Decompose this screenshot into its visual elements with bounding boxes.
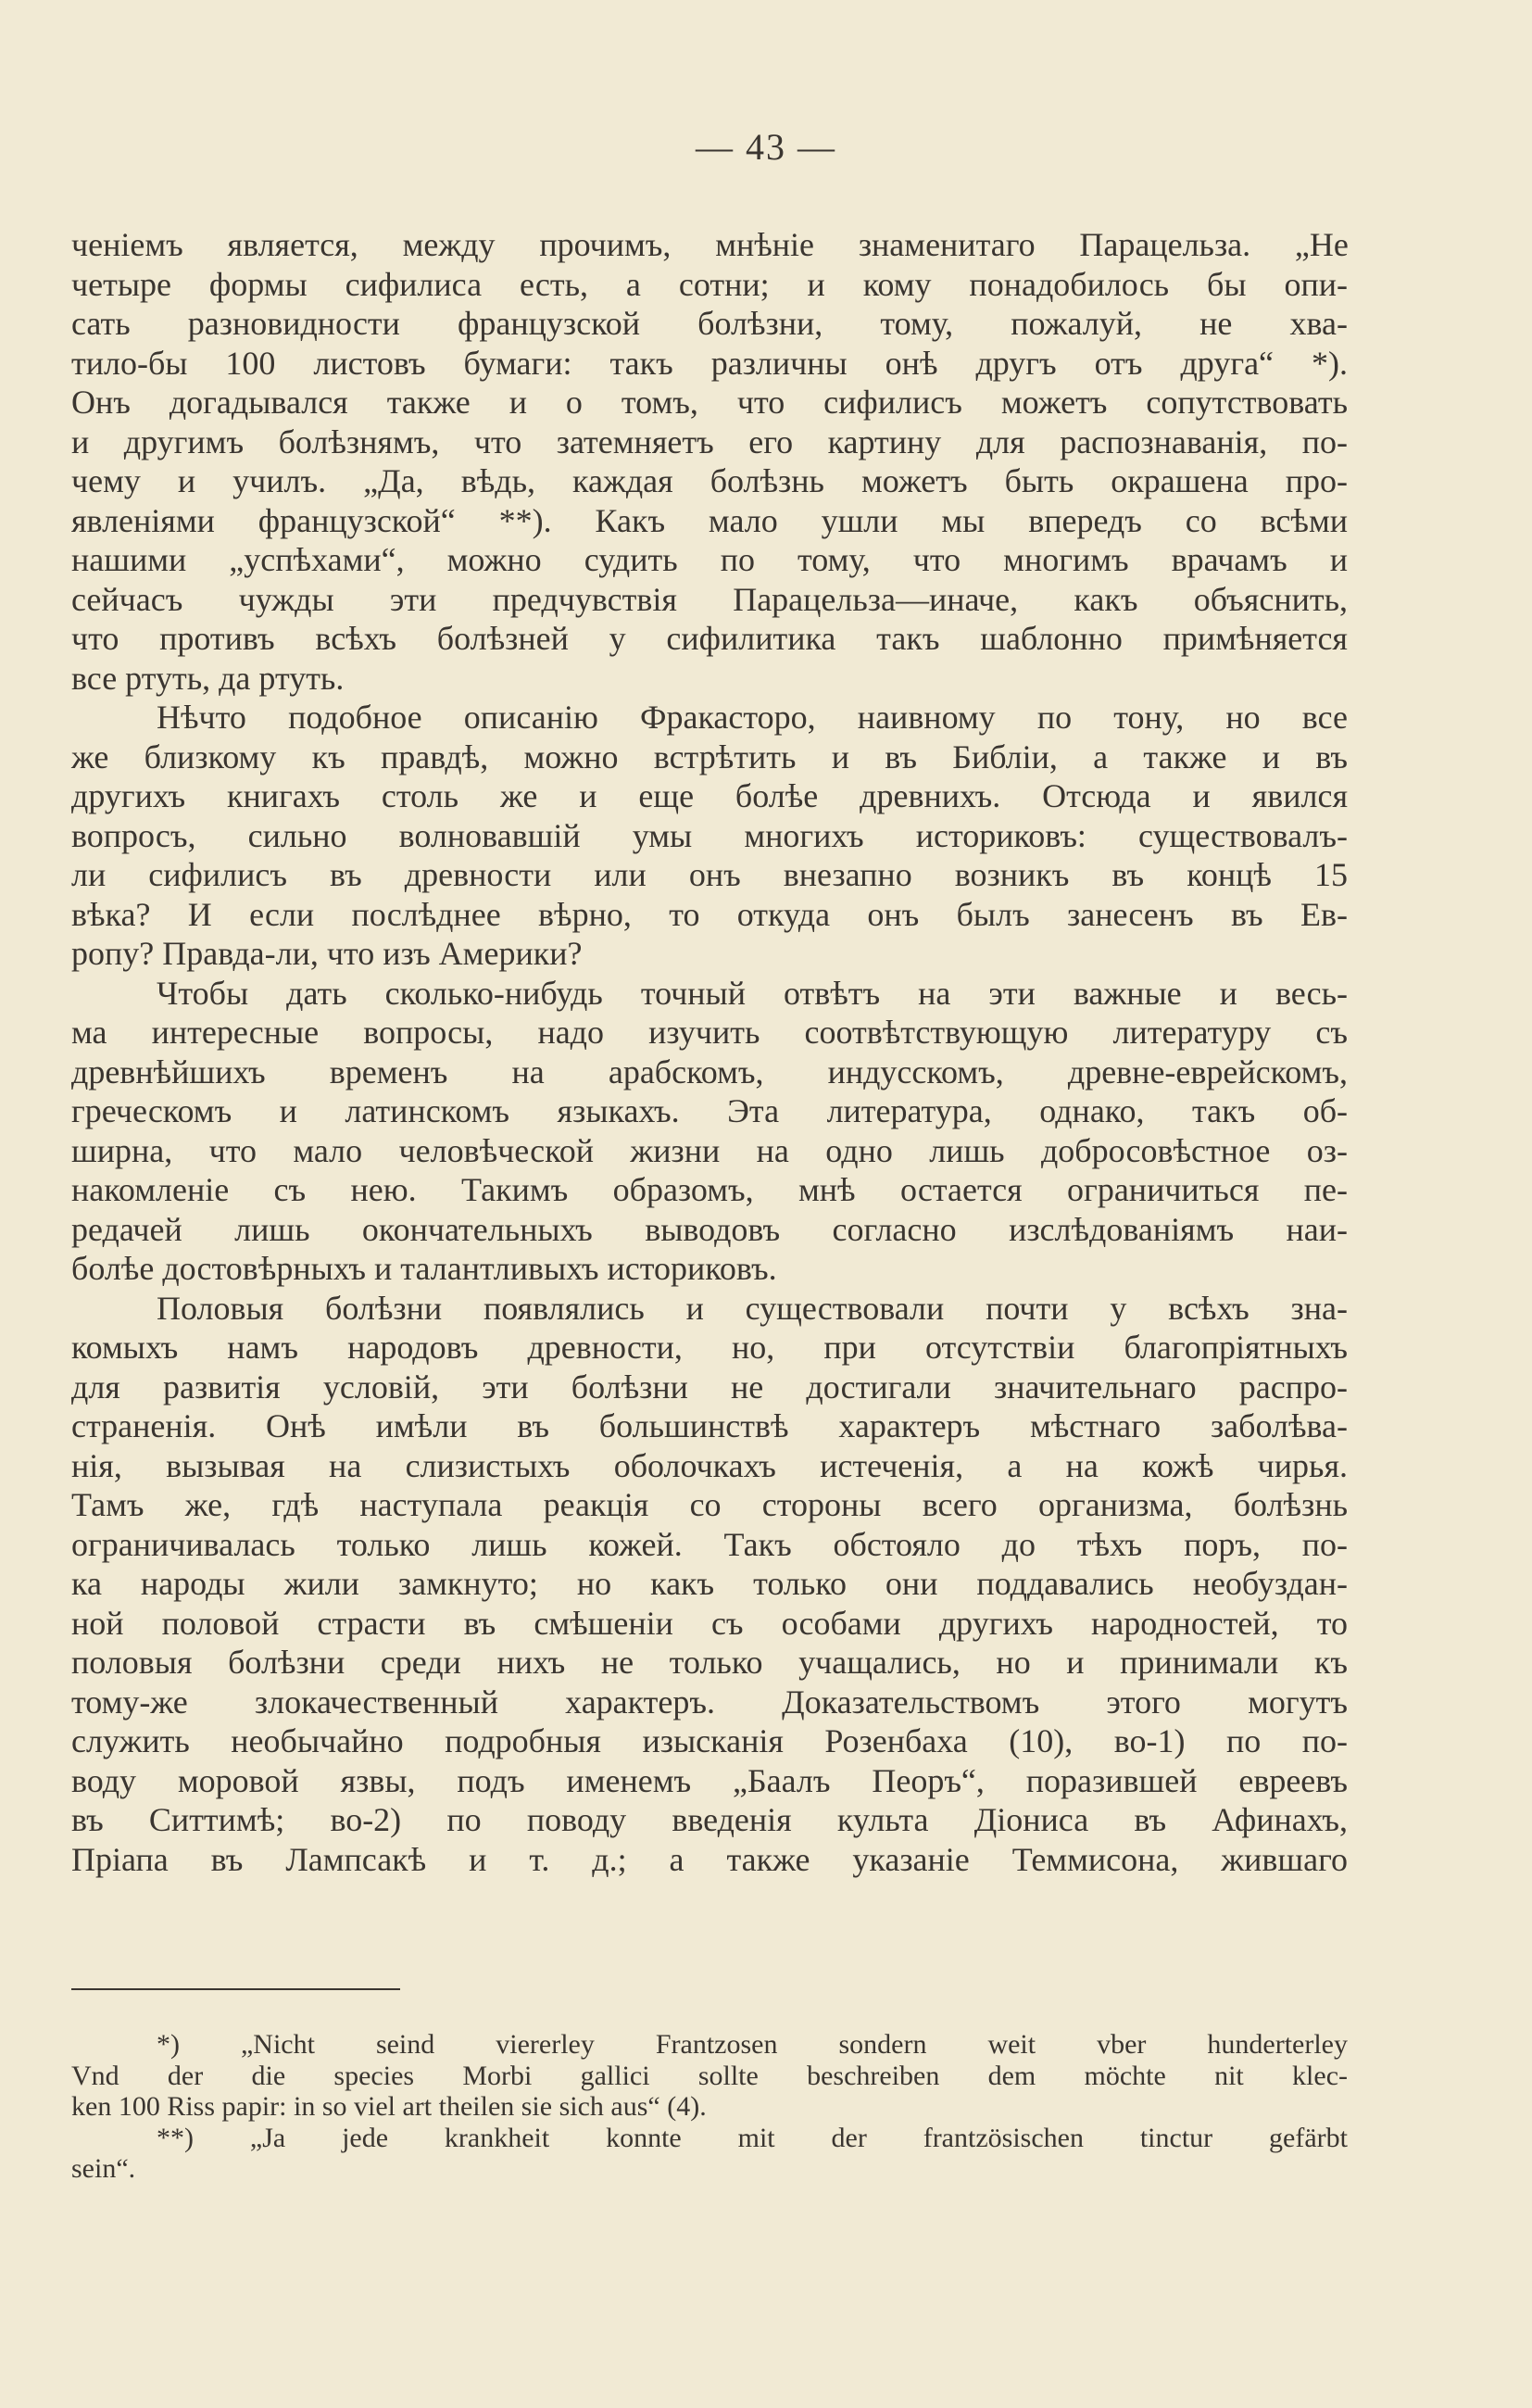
body-text (71, 225, 1348, 1879)
footnote-line: sein“. (71, 2153, 136, 2184)
text-line: ной половой страсти въ смѣшеніи съ особами другихъ народностей, то (71, 1604, 1348, 1642)
text-line: Тамъ же, гдѣ наступала реакція со стороны всего организма, болѣзнь (71, 1486, 1348, 1523)
text-line: древнѣйшихъ временъ на арабскомъ, индусскомъ, древне-еврейскомъ, (71, 1053, 1348, 1091)
text-line: вопросъ, сильно волновавшій умы многихъ историковъ: существовалъ- (71, 816, 1348, 854)
text-line: же близкому къ правдѣ, можно встрѣтить и въ Библіи, а также и въ (71, 738, 1348, 775)
text-line: сейчасъ чужды эти предчувствія Парацельза—иначе, какъ объяснить, (71, 580, 1348, 618)
text-line: Чтобы дать сколько-нибудь точный отвѣтъ на эти важные и весь- (157, 974, 1348, 1012)
text-line: чему и училъ. „Да, вѣдь, каждая болѣзнь можетъ быть окрашена про- (71, 462, 1348, 499)
text-line: ропу? Правда-ли, что изъ Америки? (71, 935, 583, 972)
text-line: Половыя болѣзни появлялись и существовали почти у всѣхъ зна- (157, 1289, 1348, 1327)
text-line: нія, вызывая на слизистыхъ оболочкахъ истеченія, а на кожѣ чирья. (71, 1446, 1348, 1484)
text-line: другихъ книгахъ столь же и еще болѣе древнихъ. Отсюда и явился (71, 777, 1348, 814)
text-line: ка народы жили замкнуто; но какъ только они поддавались необуздан- (71, 1565, 1348, 1602)
text-line: комыхъ намъ народовъ древности, но, при отсутствіи благопріятныхъ (71, 1329, 1348, 1366)
text-line: половыя болѣзни среди нихъ не только учащались, но и принимали къ (71, 1644, 1348, 1681)
footnote-line: ken 100 Riss papir: in so viel art theilen sie sich aus“ (4). (71, 2091, 707, 2122)
text-line: воду моровой язвы, подъ именемъ „Баалъ Пеоръ“, поразившей евреевъ (71, 1761, 1348, 1799)
text-line: ма интересные вопросы, надо изучить соотвѣтствующую литературу съ (71, 1014, 1348, 1051)
text-line: тило-бы 100 листовъ бумаги: такъ различны онѣ другъ отъ друга“ *). (71, 344, 1348, 382)
text-line: все ртуть, да ртуть. (71, 659, 345, 697)
text-line: накомленіе съ нею. Такимъ образомъ, мнѣ остается ограничиться пе- (71, 1171, 1348, 1208)
text-line: и другимъ болѣзнямъ, что затемняетъ его картину для распознаванія, по- (71, 422, 1348, 460)
text-line: нашими „успѣхами“, можно судить по тому, что многимъ врачамъ и (71, 541, 1348, 578)
text-line: греческомъ и латинскомъ языкахъ. Эта литература, однако, такъ об- (71, 1092, 1348, 1129)
footnote-line: Vnd der die species Morbi gallici sollte beschreiben dem möchte nit klec- (71, 2060, 1348, 2091)
text-line: Нѣчто подобное описанію Фракасторо, наивному по тону, но все (157, 699, 1348, 736)
footnote-line: *) „Nicht seind viererley Frantzosen sondern weit vber hunderterley (157, 2029, 1348, 2060)
text-line: ширна, что мало человѣческой жизни на одно лишь добросовѣстное оз- (71, 1131, 1348, 1169)
text-line: четыре формы сифилиса есть, а сотни; и кому понадобилось бы опи- (71, 265, 1348, 303)
page-number: — 43 — (696, 126, 836, 168)
text-line: тому-же злокачественный характеръ. Доказательствомъ этого могутъ (71, 1683, 1348, 1721)
text-line: ли сифилисъ въ древности или онъ внезапно возникъ въ концѣ 15 (71, 856, 1348, 893)
text-line: что противъ всѣхъ болѣзней у сифилитика такъ шаблонно примѣняется (71, 620, 1348, 657)
footnote-separator (71, 1988, 400, 1990)
text-line: служить необычайно подробныя изысканія Розенбаха (10), во-1) по по- (71, 1722, 1348, 1759)
text-line: въ Ситтимѣ; во-2) по поводу введенія культа Діониса въ Афинахъ, (71, 1801, 1348, 1838)
text-line: для развитія условій, эти болѣзни не достигали значительнаго распро- (71, 1368, 1348, 1406)
text-line: Онъ догадывался также и о томъ, что сифилисъ можетъ сопутствовать (71, 384, 1348, 421)
footnote-line: **) „Ja jede krankheit konnte mit der frantzösischen tinctur gefärbt (157, 2122, 1348, 2153)
text-line: страненія. Онѣ имѣли въ большинствѣ характеръ мѣстнаго заболѣва- (71, 1407, 1348, 1444)
text-line: болѣе достовѣрныхъ и талантливыхъ историковъ. (71, 1250, 777, 1287)
text-line: ограничивалась только лишь кожей. Такъ обстояло до тѣхъ поръ, по- (71, 1525, 1348, 1563)
text-line: вѣка? И если послѣднее вѣрно, то откуда онъ былъ занесенъ въ Ев- (71, 895, 1348, 933)
text-line: Пріапа въ Лампсакѣ и т. д.; а также указаніе Теммисона, жившаго (71, 1840, 1348, 1878)
text-line: явленіями французской“ **). Какъ мало ушли мы впередъ со всѣми (71, 501, 1348, 539)
text-line: редачей лишь окончательныхъ выводовъ согласно изслѣдованіямъ наи- (71, 1210, 1348, 1248)
footnotes (71, 2029, 1348, 2185)
text-line: сать разновидности французской болѣзни, тому, пожалуй, не хва- (71, 305, 1348, 342)
text-line: ченіемъ является, между прочимъ, мнѣніе знаменитаго Парацельза. „Не (71, 226, 1348, 263)
